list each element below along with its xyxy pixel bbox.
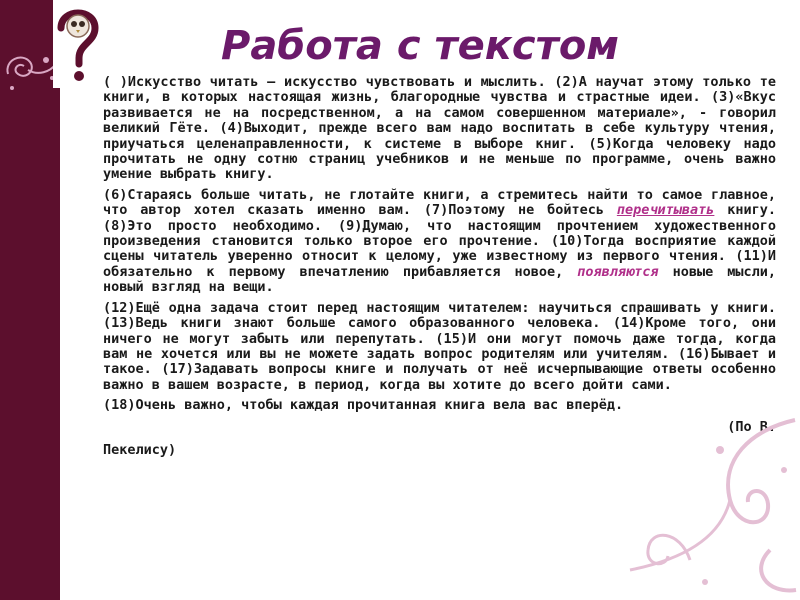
corner-swirl-flourish-icon — [570, 400, 800, 600]
paragraph-2-part-a: (6)Стараясь больше читать, не глотайте книги, а стремитесь найти то самое главное, что автор хотел сказать именно вам. (7)Поэтому не бойтесь — [103, 186, 776, 219]
highlighted-word-reread: перечитывать — [616, 202, 715, 219]
paragraph-2 — [103, 188, 776, 296]
paragraph-1: ( )Искусство читать – искусство чувствовать и мыслить. (2)А научат этому только те книги, в которых настоящая жизнь, благородные чувства и страстные идеи. (3)«Вкус развивается не на посредственном, а на самом совершенном материале», - говорил великий Гёте. (4)Выходит, прежде всего вам надо воспитать в себе культуру чтения, приучаться целенаправленности, к системе в выборе книг. (5)Когда человеку надо прочитать не одну сотню страниц учебников и не меньше по программе, очень важно умение выбрать книгу. — [103, 74, 776, 183]
sidebar-stripe — [0, 0, 60, 600]
attribution: (По В. — [727, 418, 776, 435]
paragraph-3: (12)Ещё одна задача стоит перед настоящим читателем: научиться спрашивать у книги. (13)Ведь книги знают больше самого образованного человека. (14)Кроме того, они ничего не могут забыть или перепутать. (15)И они могут помочь даже тогда, когда вам не хочется или вы не можете задать вопрос родителям или учителям. (16)Бывает и такое. (17)Задавать вопросы книге и получать от неё исчерпывающие ответы особенно важно в вашем возрасте, в период, когда вы хотите до всего дойти сами. — [103, 299, 776, 393]
logo — [53, 0, 103, 88]
paragraph-4: (18)Очень важно, чтобы каждая прочитанная книга вела вас вперёд. — [103, 397, 624, 414]
question-mark-owl-icon — [53, 0, 103, 88]
page-title: Работа с текстом — [221, 23, 619, 69]
highlighted-word-appear: появляются — [577, 263, 659, 280]
attribution-author: Пекелису) — [103, 441, 177, 458]
paragraph-2-part-b: книгу. (8)Это просто необходимо. (9)Думаю, что настоящим прочтением художественного произведения становится только второе его прочтение. (10)Тогда восприятие каждой сцены читатель уверенно относит к целому, уже известному из первого чтения. (11)И обязательно к первому впечатлению прибавляется новое, — [103, 202, 776, 280]
swirl-flourish-icon — [0, 30, 60, 110]
paragraph-2-part-c: новые мысли, новый взгляд на вещи. — [103, 263, 776, 296]
